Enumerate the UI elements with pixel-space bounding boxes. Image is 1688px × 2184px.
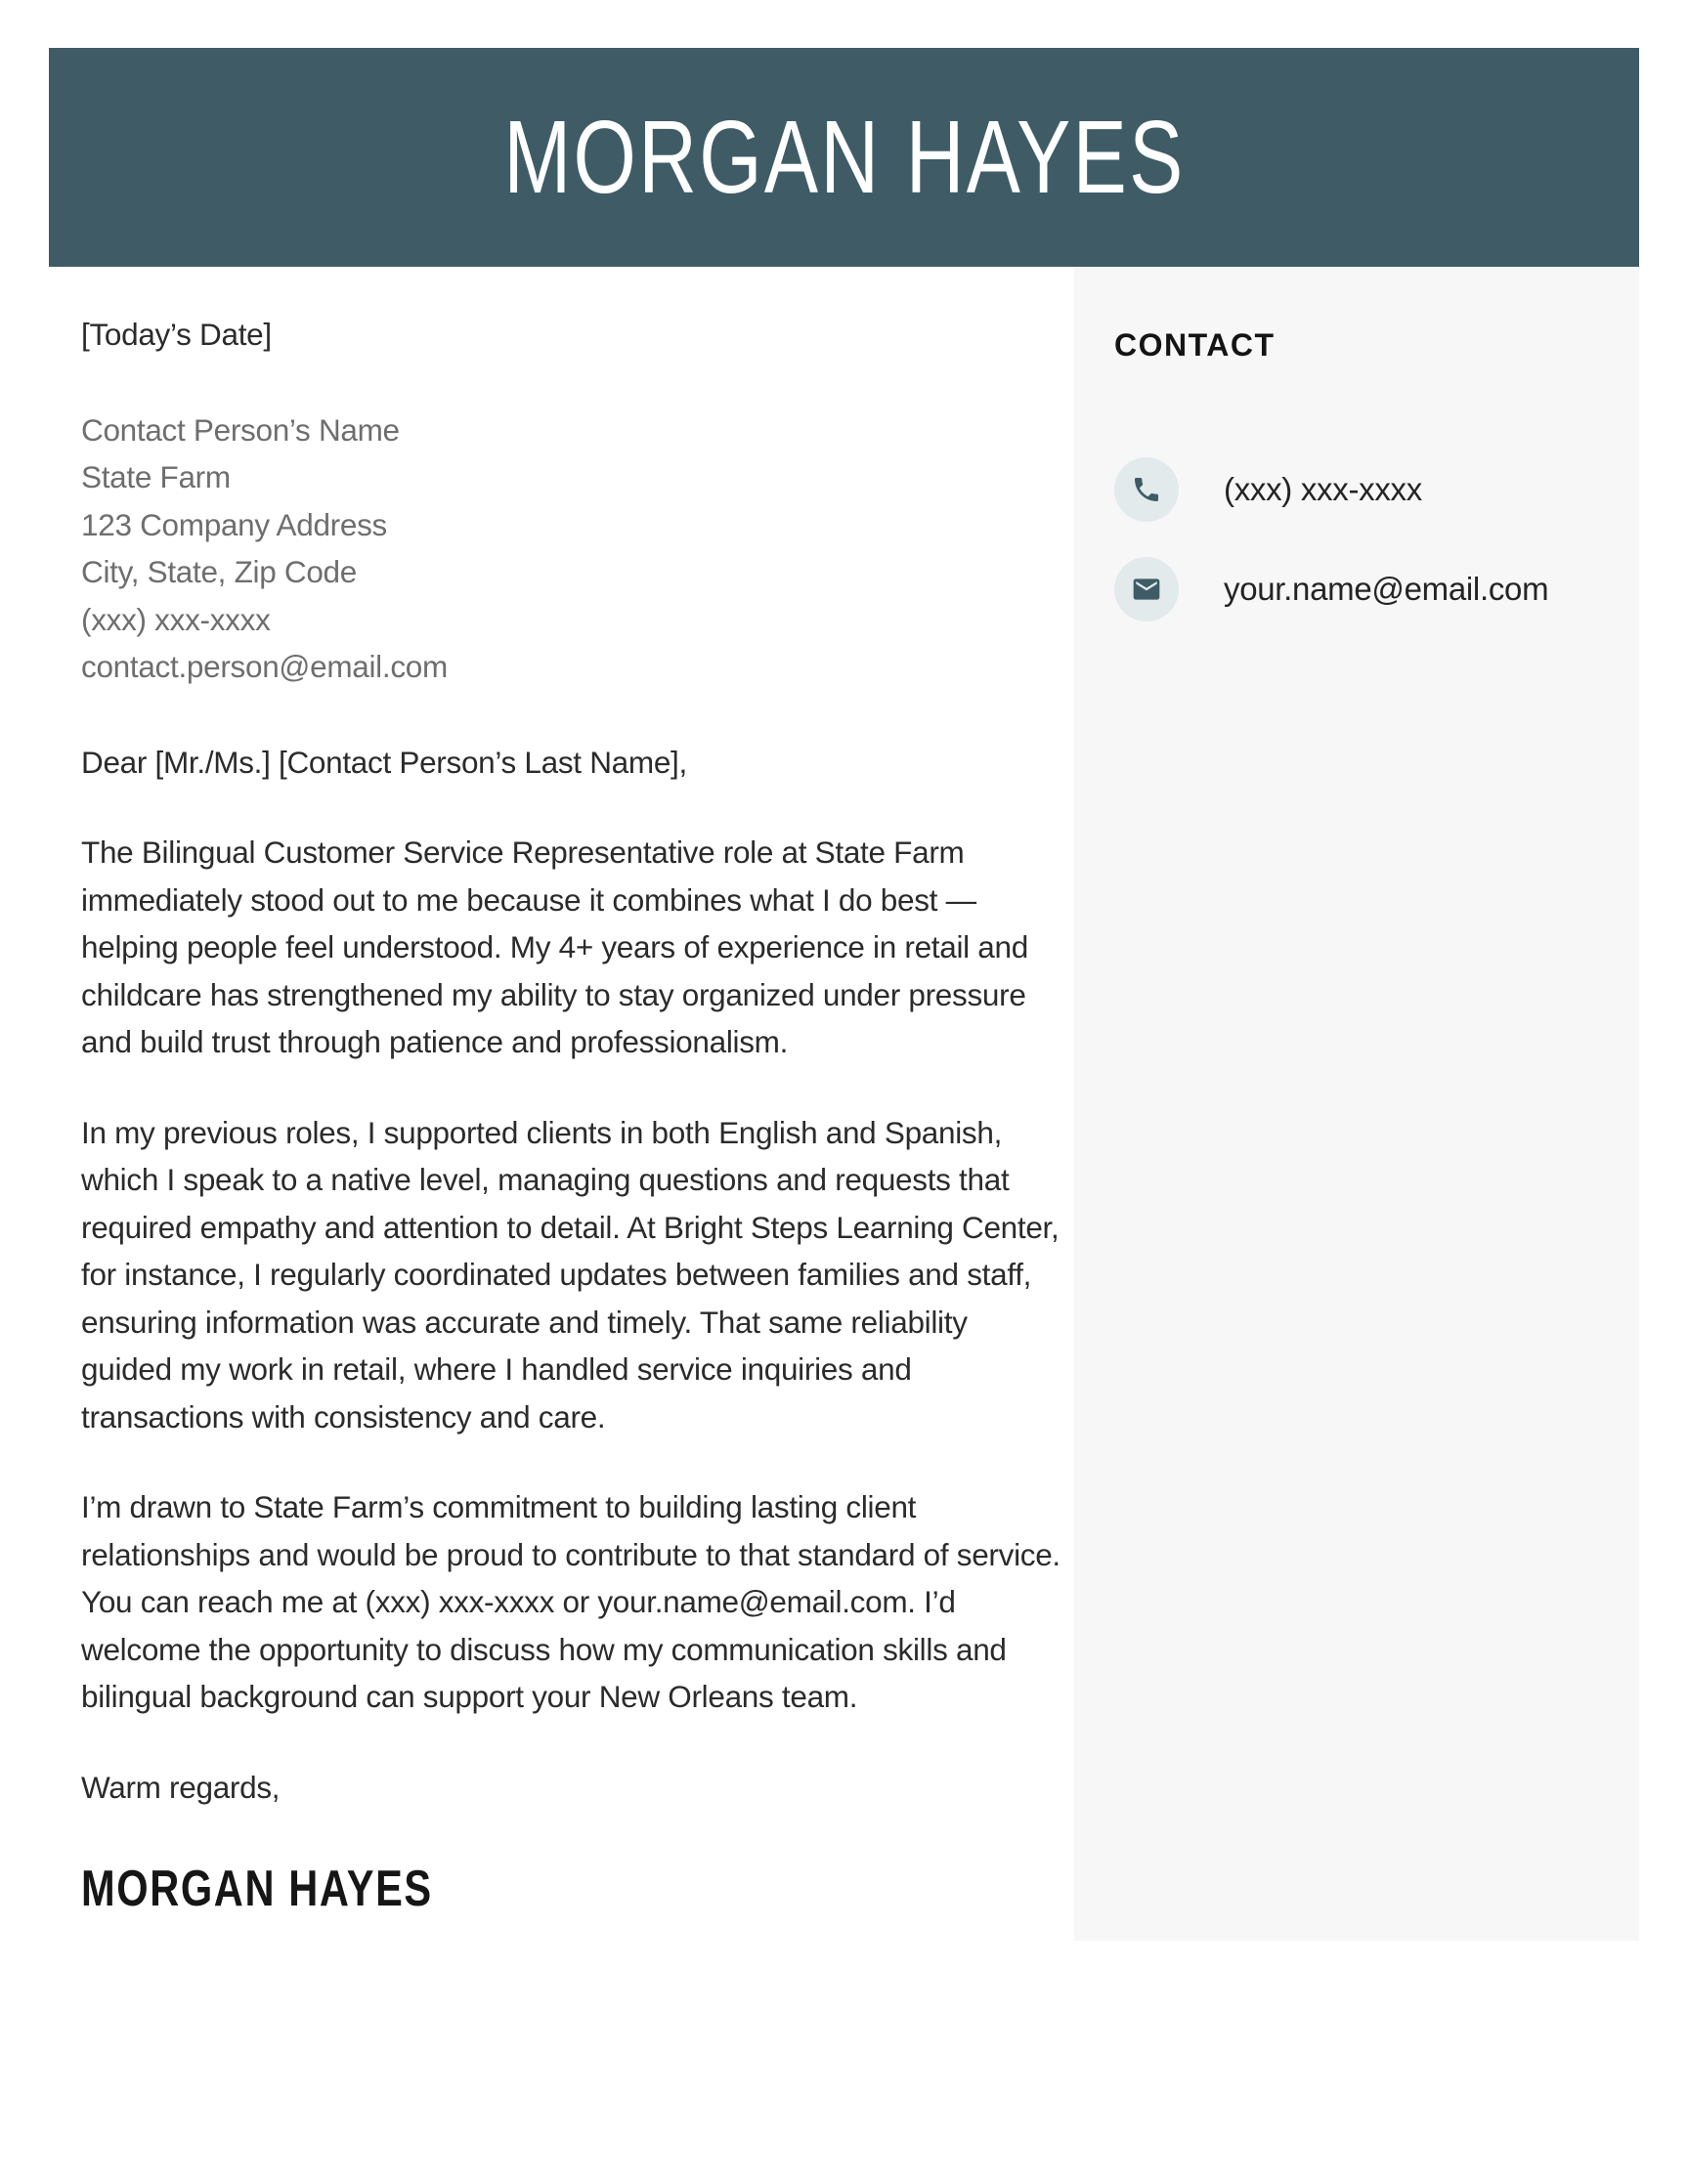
- contact-row-email: [1114, 557, 1610, 621]
- recipient-address: 123 Company Address: [81, 506, 387, 542]
- recipient-name: Contact Person’s Name: [81, 411, 400, 448]
- phone-icon: [1114, 457, 1179, 522]
- contact-email-value: your.name@email.com: [1224, 571, 1549, 607]
- contact-heading: CONTACT: [1114, 327, 1276, 363]
- signature-name: MORGAN HAYES: [81, 1861, 433, 1917]
- recipient-block: [81, 407, 1063, 691]
- greeting: Dear [Mr./Ms.] [Contact Person’s Last Name],: [81, 744, 687, 780]
- recipient-phone: (xxx) xxx-xxxx: [81, 601, 271, 637]
- email-icon: [1114, 557, 1179, 621]
- recipient-city: City, State, Zip Code: [81, 554, 357, 589]
- recipient-company: State Farm: [81, 459, 231, 494]
- paragraph-3: I’m drawn to State Farm’s commitment to building lasting client relationships and would be proud to contribute to that standard of service. You can reach me at (xxx) xxx-xxxx or your.name@email.com. I’d welcome the opportunity to discuss how my communication skills and bilingual background can support your New Orleans team.: [81, 1489, 1060, 1714]
- letter-body: [81, 267, 1063, 1917]
- header-band: [49, 48, 1639, 267]
- letter-date: [Today’s Date]: [81, 317, 272, 352]
- contact-row-phone: [1114, 457, 1610, 522]
- page-title: MORGAN HAYES: [502, 99, 1186, 215]
- closing: Warm regards,: [81, 1769, 281, 1805]
- paragraph-2: In my previous roles, I supported clients in both English and Spanish, which I speak to a native level, managing questions and requests that required empathy and attention to detail. At Bright Steps Learning Center, for instance, I regularly coordinated updates between families and staff, ensuring information was accurate and timely. That same reliability guided my work in retail, where I handled service inquiries and transactions with consistency and care.: [81, 1114, 1060, 1435]
- contact-sidebar: [1074, 267, 1639, 1941]
- contact-list: [1114, 457, 1610, 621]
- paragraph-1: The Bilingual Customer Service Representative role at State Farm immediately stood out to me because it combines what I do best — helping people feel understood. My 4+ years of experience in retail and childcare has strengthened my ability to stay organized under pressure and build trust through patience and professionalism.: [81, 835, 1028, 1059]
- recipient-email: contact.person@email.com: [81, 649, 448, 684]
- contact-phone-value: (xxx) xxx-xxxx: [1224, 471, 1422, 507]
- signature: [81, 1861, 1063, 1917]
